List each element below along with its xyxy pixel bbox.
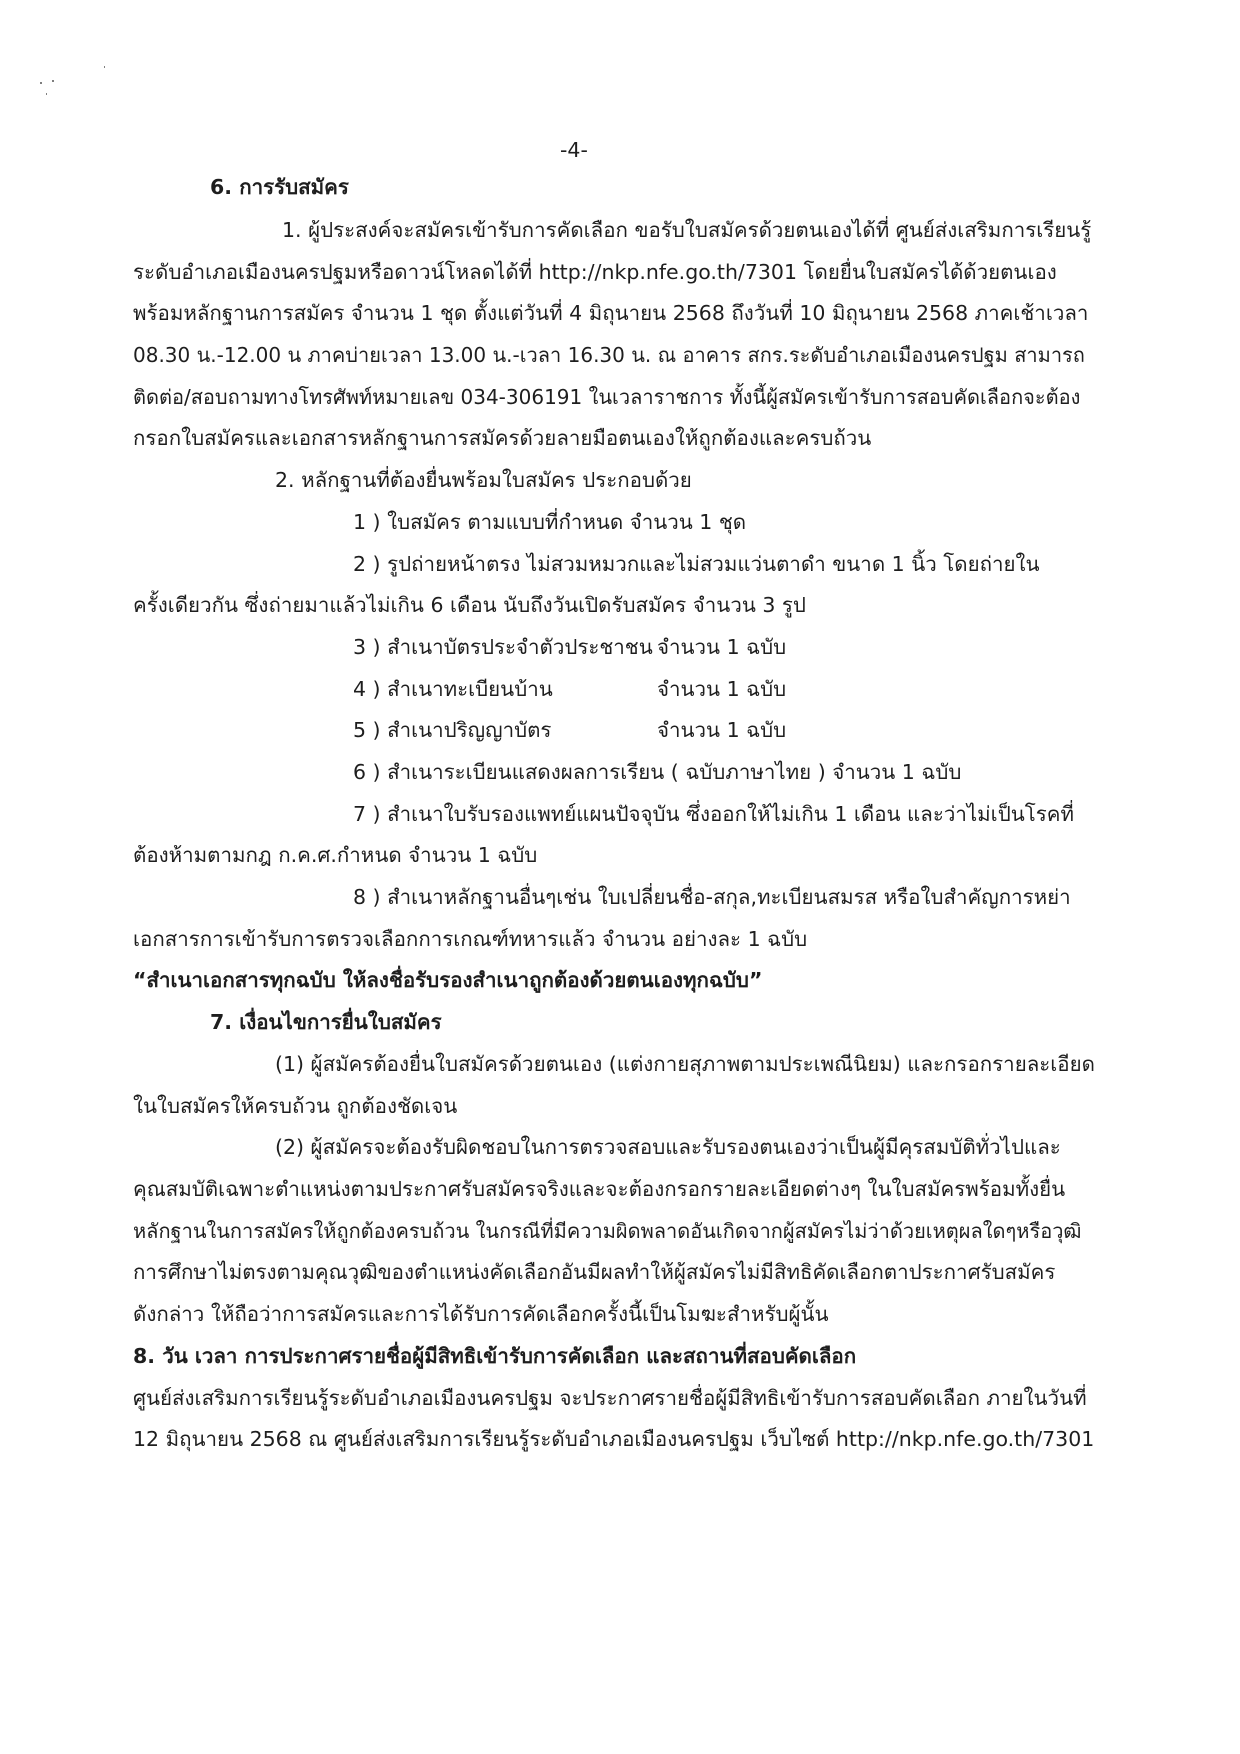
s6-item1-line: 1. ผู้ประสงค์จะสมัครเข้ารับการคัดเลือก ขอรับใบสมัครด้วยตนเองได้ที่ ศูนย์ส่งเสริมการเรียนรู้: [282, 218, 1092, 242]
s7-cond1-line: ในใบสมัครให้ครบถ้วน ถูกต้องชัดเจน: [133, 1094, 458, 1118]
s6-item1-line: 08.30 น.-12.00 น ภาคบ่ายเวลา 13.00 น.-เวลา 16.30 น. ณ อาคาร สกร.ระดับอำเภอเมืองนครปฐม สามารถ: [133, 343, 1085, 367]
page-number: -4-: [560, 138, 588, 162]
s6-item1-line: กรอกใบสมัครและเอกสารหลักฐานการสมัครด้วยลายมือตนเองให้ถูกต้องและครบถ้วน: [133, 426, 872, 450]
section6-heading: 6. การรับสมัคร: [210, 175, 349, 199]
scan-speck: [40, 82, 42, 84]
doc-item-1: 1 ) ใบสมัคร ตามแบบที่กำหนด จำนวน 1 ชุด: [353, 510, 747, 534]
doc-item-5-label: 5 ) สำเนาปริญญาบัตร: [353, 718, 552, 742]
doc-item-3-qty: จำนวน 1 ฉบับ: [657, 635, 787, 659]
doc-item-6: 6 ) สำเนาระเบียนแสดงผลการเรียน ( ฉบับภาษาไทย ) จำนวน 1 ฉบับ: [353, 760, 962, 784]
doc-item-2-line1: 2 ) รูปถ่ายหน้าตรง ไม่สวมหมวกและไม่สวมแว่นตาดำ ขนาด 1 นิ้ว โดยถ่ายใน: [353, 552, 1040, 576]
doc-item-4-label: 4 ) สำเนาทะเบียนบ้าน: [353, 677, 553, 701]
certify-note: “สำเนาเอกสารทุกฉบับ ให้ลงชื่อรับรองสำเนาถูกต้องด้วยตนเองทุกฉบับ”: [133, 968, 763, 992]
scan-speck: [104, 66, 105, 68]
s8-body-line: 12 มิถุนายน 2568 ณ ศูนย์ส่งเสริมการเรียนรู้ระดับอำเภอเมืองนครปฐม เว็บไซต์ http://nkp.nfe.go.th/7301: [133, 1427, 1095, 1451]
s7-cond2-line: การศึกษาไม่ตรงตามคุณวุฒิของตำแหน่งคัดเลือกอันมีผลทำให้ผู้สมัครไม่มีสิทธิคัดเลือกตาประกาศรับสมัคร: [133, 1260, 1056, 1284]
doc-item-5-qty: จำนวน 1 ฉบับ: [657, 718, 787, 742]
doc-item-7-line1: 7 ) สำเนาใบรับรองแพทย์แผนปัจจุบัน ซึ่งออกให้ไม่เกิน 1 เดือน และว่าไม่เป็นโรคที่: [353, 802, 1074, 826]
doc-item-8-line2: เอกสารการเข้ารับการตรวจเลือกการเกณฑ์ทหารแล้ว จำนวน อย่างละ 1 ฉบับ: [133, 927, 808, 951]
s7-cond2-line: (2) ผู้สมัครจะต้องรับผิดชอบในการตรวจสอบและรับรองตนเองว่าเป็นผู้มีคุรสมบัติทั่วไปและ: [275, 1135, 1061, 1159]
s6-item1-line: พร้อมหลักฐานการสมัคร จำนวน 1 ชุด ตั้งแต่วันที่ 4 มิถุนายน 2568 ถึงวันที่ 10 มิถุนายน 2568 ภาคเช้าเวลา: [133, 301, 1089, 325]
s7-cond2-line: คุณสมบัติเฉพาะตำแหน่งตามประกาศรับสมัครจริงและจะต้องกรอกรายละเอียดต่างๆ ในใบสมัครพร้อมทั้งยื่น: [133, 1177, 1066, 1201]
scan-speck: [46, 93, 47, 95]
s8-body-line: ศูนย์ส่งเสริมการเรียนรู้ระดับอำเภอเมืองนครปฐม จะประกาศรายชื่อผู้มีสิทธิเข้ารับการสอบคัดเลือก ภายในวันที่: [133, 1386, 1087, 1410]
doc-item-8-line1: 8 ) สำเนาหลักฐานอื่นๆเช่น ใบเปลี่ยนชื่อ-สกุล,ทะเบียนสมรส หรือใบสำคัญการหย่า: [353, 885, 1071, 909]
s6-item1-line: ติดต่อ/สอบถามทางโทรศัพท์หมายเลข 034-306191 ในเวลาราชการ ทั้งนี้ผู้สมัครเข้ารับการสอบคัดเลือกจะต้อง: [133, 385, 1081, 409]
s7-cond2-line: ดังกล่าว ให้ถือว่าการสมัครและการได้รับการคัดเลือกครั้งนี้เป็นโมฆะสำหรับผู้นั้น: [133, 1302, 829, 1326]
s7-cond2-line: หลักฐานในการสมัครให้ถูกต้องครบถ้วน ในกรณีที่มีความผิดพลาดอันเกิดจากผู้สมัครไม่ว่าด้วยเหตุผลใดๆหรือวุฒิ: [133, 1219, 1082, 1243]
scan-speck: [52, 80, 54, 82]
s6-item2-heading: 2. หลักฐานที่ต้องยื่นพร้อมใบสมัคร ประกอบด้วย: [275, 468, 692, 492]
section8-heading: 8. วัน เวลา การประกาศรายชื่อผู้มีสิทธิเข้ารับการคัดเลือก และสถานที่สอบคัดเลือก: [133, 1344, 857, 1368]
doc-item-2-line2: ครั้งเดียวกัน ซึ่งถ่ายมาแล้วไม่เกิน 6 เดือน นับถึงวันเปิดรับสมัคร จำนวน 3 รูป: [133, 593, 806, 617]
doc-item-4-qty: จำนวน 1 ฉบับ: [657, 677, 787, 701]
s6-item1-line: ระดับอำเภอเมืองนครปฐมหรือดาวน์โหลดได้ที่ http://nkp.nfe.go.th/7301 โดยยื่นใบสมัครได้ด้วยตนเอง: [133, 260, 1057, 284]
doc-item-7-line2: ต้องห้ามตามกฎ ก.ค.ศ.กำหนด จำนวน 1 ฉบับ: [133, 843, 538, 867]
doc-item-3-label: 3 ) สำเนาบัตรประจำตัวประชาชน: [353, 635, 653, 659]
s7-cond1-line: (1) ผู้สมัครต้องยื่นใบสมัครด้วยตนเอง (แต่งกายสุภาพตามประเพณีนิยม) และกรอกรายละเอียด: [275, 1052, 1095, 1076]
section7-heading: 7. เงื่อนไขการยื่นใบสมัคร: [210, 1010, 442, 1034]
